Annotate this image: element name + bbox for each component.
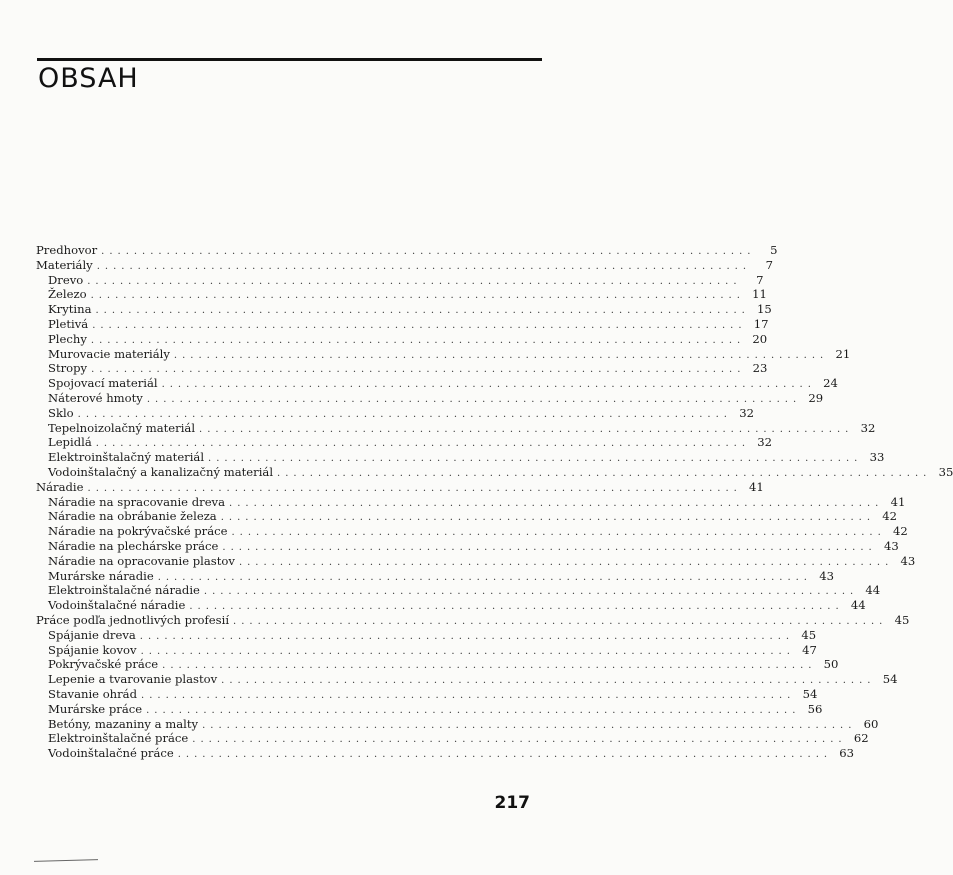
toc-leader-dots: ................................................................................ [238,556,894,568]
toc-entry-page: 60 [863,716,879,731]
toc-entry-label: Vodoinštalačné práce [48,746,174,761]
toc-entry-label: Sklo [48,405,74,420]
toc-entry-label: Murárske náradie [48,568,154,583]
toc-leader-dots: ................................................................................ [202,719,857,731]
toc-entry-label: Betóny, mazaniny a malty [48,716,199,731]
toc-entry-label: Náradie na spracovanie dreva [48,494,226,509]
toc-entry-page: 11 [752,287,767,302]
toc-leader-dots: ................................................................................ [177,749,833,761]
toc-entry [36,287,767,302]
toc-entry-page: 45 [894,612,910,627]
toc-entry [36,376,838,391]
toc-entry [36,316,769,332]
toc-entry-label: Murovacie materiály [48,346,170,361]
toc-entry-page: 32 [860,420,876,435]
toc-entry-page: 45 [801,627,817,642]
toc-entry-label: Stropy [48,361,88,376]
toc-entry-page: 7 [765,257,774,272]
toc-entry [36,583,881,598]
toc-entry-label: Elektroinštalačný materiál [48,450,205,465]
toc-leader-dots: ................................................................................ [90,334,746,346]
toc-entry [36,598,866,613]
toc-leader-dots: ................................................................................ [96,260,752,272]
toc-entry [36,612,910,628]
toc-entry-page: 42 [893,524,908,539]
toc-entry-label: Náradie na pokrývačské práce [48,524,228,539]
toc-entry-label: Pletivá [48,316,89,331]
toc-entry [36,538,899,554]
toc-entry-page: 17 [753,316,769,331]
toc-entry-page: 44 [850,598,866,613]
toc-leader-dots: ................................................................................ [141,689,796,701]
toc-entry-label: Železo [48,287,87,302]
page-title: OBSAH [38,63,139,94]
toc-entry-label: Elektroinštalačné náradie [48,583,200,598]
toc-entry [36,509,898,524]
toc-leader-dots: ................................................................................ [95,438,751,450]
toc-entry-label: Elektroinštalačné práce [48,731,189,746]
toc-entry [36,420,876,436]
toc-entry [36,494,906,510]
toc-entry-page: 15 [757,302,772,317]
toc-entry-label: Náterové hmoty [48,390,143,405]
toc-entry [36,686,818,702]
toc-entry [36,390,824,406]
toc-entry-page: 35 [938,464,953,479]
toc-entry-label: Vodoinštalačné náradie [48,598,186,613]
toc-leader-dots: ................................................................................ [221,675,876,687]
toc-entry-label: Náradie [36,479,84,494]
toc-leader-dots: ................................................................................ [140,645,795,657]
toc-entry-label: Náradie na opracovanie plastov [48,553,235,568]
toc-leader-dots: ................................................................................ [95,305,750,317]
toc-entry [36,553,916,569]
toc-leader-dots: ................................................................................ [87,482,742,494]
toc-entry-page: 43 [900,553,916,568]
toc-entry-label: Plechy [48,331,87,346]
toc-leader-dots: ................................................................................ [90,290,745,302]
toc-entry [36,272,764,288]
toc-entry [36,405,754,421]
toc-entry-page: 62 [853,731,869,746]
toc-entry [36,746,855,761]
toc-leader-dots: ................................................................................ [161,379,816,391]
toc-entry-label: Práce podľa jednotlivých profesií [36,612,230,627]
toc-entry-label: Lepenie a tvarovanie plastov [48,672,218,687]
toc-entry-page: 33 [869,450,885,465]
toc-leader-dots: ................................................................................ [208,453,863,465]
toc-leader-dots: ................................................................................ [157,571,812,583]
toc-entry [36,464,953,480]
toc-entry [36,731,869,746]
toc-leader-dots: ................................................................................ [220,512,876,524]
toc-entry-label: Pokrývačské práce [48,657,159,672]
toc-leader-dots: ................................................................................ [203,586,859,598]
toc-entry-label: Náradie na plechárske práce [48,538,219,553]
toc-leader-dots: ................................................................................ [87,275,742,287]
page-number: 217 [494,793,530,813]
toc-leader-dots: ................................................................................ [92,319,747,331]
toc-entry-page: 29 [808,390,824,405]
toc-leader-dots: ................................................................................ [139,630,795,642]
toc-entry-label: Murárske práce [48,701,143,716]
toc-entry-label: Lepidlá [48,435,92,450]
toc-entry [36,450,885,465]
toc-leader-dots: ................................................................................ [233,615,888,627]
toc-entry-page: 54 [802,686,818,701]
toc-entry-page: 23 [752,361,768,376]
toc-entry-page: 5 [770,243,778,257]
toc-entry-label: Spájanie kovov [48,642,137,657]
toc-entry-page: 21 [835,346,851,361]
toc-entry-label: Spájanie dreva [48,627,136,642]
toc-leader-dots: ................................................................................ [222,541,877,553]
toc-entry-page: 32 [739,405,754,420]
toc-leader-dots: ................................................................................ [229,497,884,509]
toc-entry-page: 41 [749,479,764,494]
toc-entry-label: Materiály [36,257,93,272]
toc-entry-page: 43 [883,538,899,553]
toc-entry [36,435,773,450]
toc-entry-page: 20 [752,331,768,346]
toc-entry [36,479,764,495]
toc-leader-dots: ................................................................................ [173,349,829,361]
header-rule [37,58,542,61]
toc-entry [36,331,768,347]
toc-leader-dots: ................................................................................ [101,246,756,257]
toc-entry-page: 42 [882,509,898,524]
toc-leader-dots: ................................................................................ [231,527,886,539]
toc-leader-dots: ................................................................................ [199,423,854,435]
toc-entry [36,243,778,258]
toc-entry-page: 7 [756,272,764,287]
toc-entry-page: 54 [882,672,898,687]
toc-entry-page: 44 [865,583,881,598]
toc-entry-page: 41 [890,494,906,509]
toc-entry-page: 32 [757,435,773,450]
toc-entry-label: Predhovor [36,243,98,257]
toc-leader-dots: ................................................................................ [77,408,732,420]
toc-leader-dots: ................................................................................ [192,734,847,746]
toc-leader-dots: ................................................................................ [277,467,932,479]
toc-entry [36,642,817,658]
toc-entry [36,361,768,376]
toc-entry [36,672,898,687]
toc-leader-dots: ................................................................................ [162,660,817,672]
toc-entry-label: Tepelnoizolačný materiál [48,420,196,435]
toc-entry [36,716,879,732]
toc-entry-label: Náradie na obrábanie železa [48,509,217,524]
toc-entry-label: Krytina [48,302,92,317]
toc-entry-page: 56 [807,701,823,716]
toc-leader-dots: ................................................................................ [146,704,801,716]
toc-entry-page: 50 [823,657,839,672]
toc-entry-page: 43 [819,568,834,583]
toc-entry-label: Spojovací materiál [48,376,158,391]
toc-entry [36,257,774,273]
toc-entry [36,302,772,317]
toc-entry [36,568,834,584]
table-of-contents [36,243,953,761]
toc-entry [36,346,851,362]
toc-leader-dots: ................................................................................ [91,364,746,376]
toc-entry [36,657,839,672]
toc-entry-page: 24 [823,376,838,391]
toc-entry-label: Stavanie ohrád [48,686,138,701]
toc-entry [36,627,817,643]
toc-entry [36,524,908,539]
toc-entry-page: 47 [802,642,817,657]
toc-leader-dots: ................................................................................ [146,393,802,405]
toc-entry-label: Drevo [48,272,84,287]
toc-entry-page: 63 [839,746,855,761]
toc-leader-dots: ................................................................................ [189,601,844,613]
toc-entry-label: Vodoinštalačný a kanalizačný materiál [48,464,274,479]
pencil-mark [34,859,98,862]
toc-entry [36,701,823,717]
